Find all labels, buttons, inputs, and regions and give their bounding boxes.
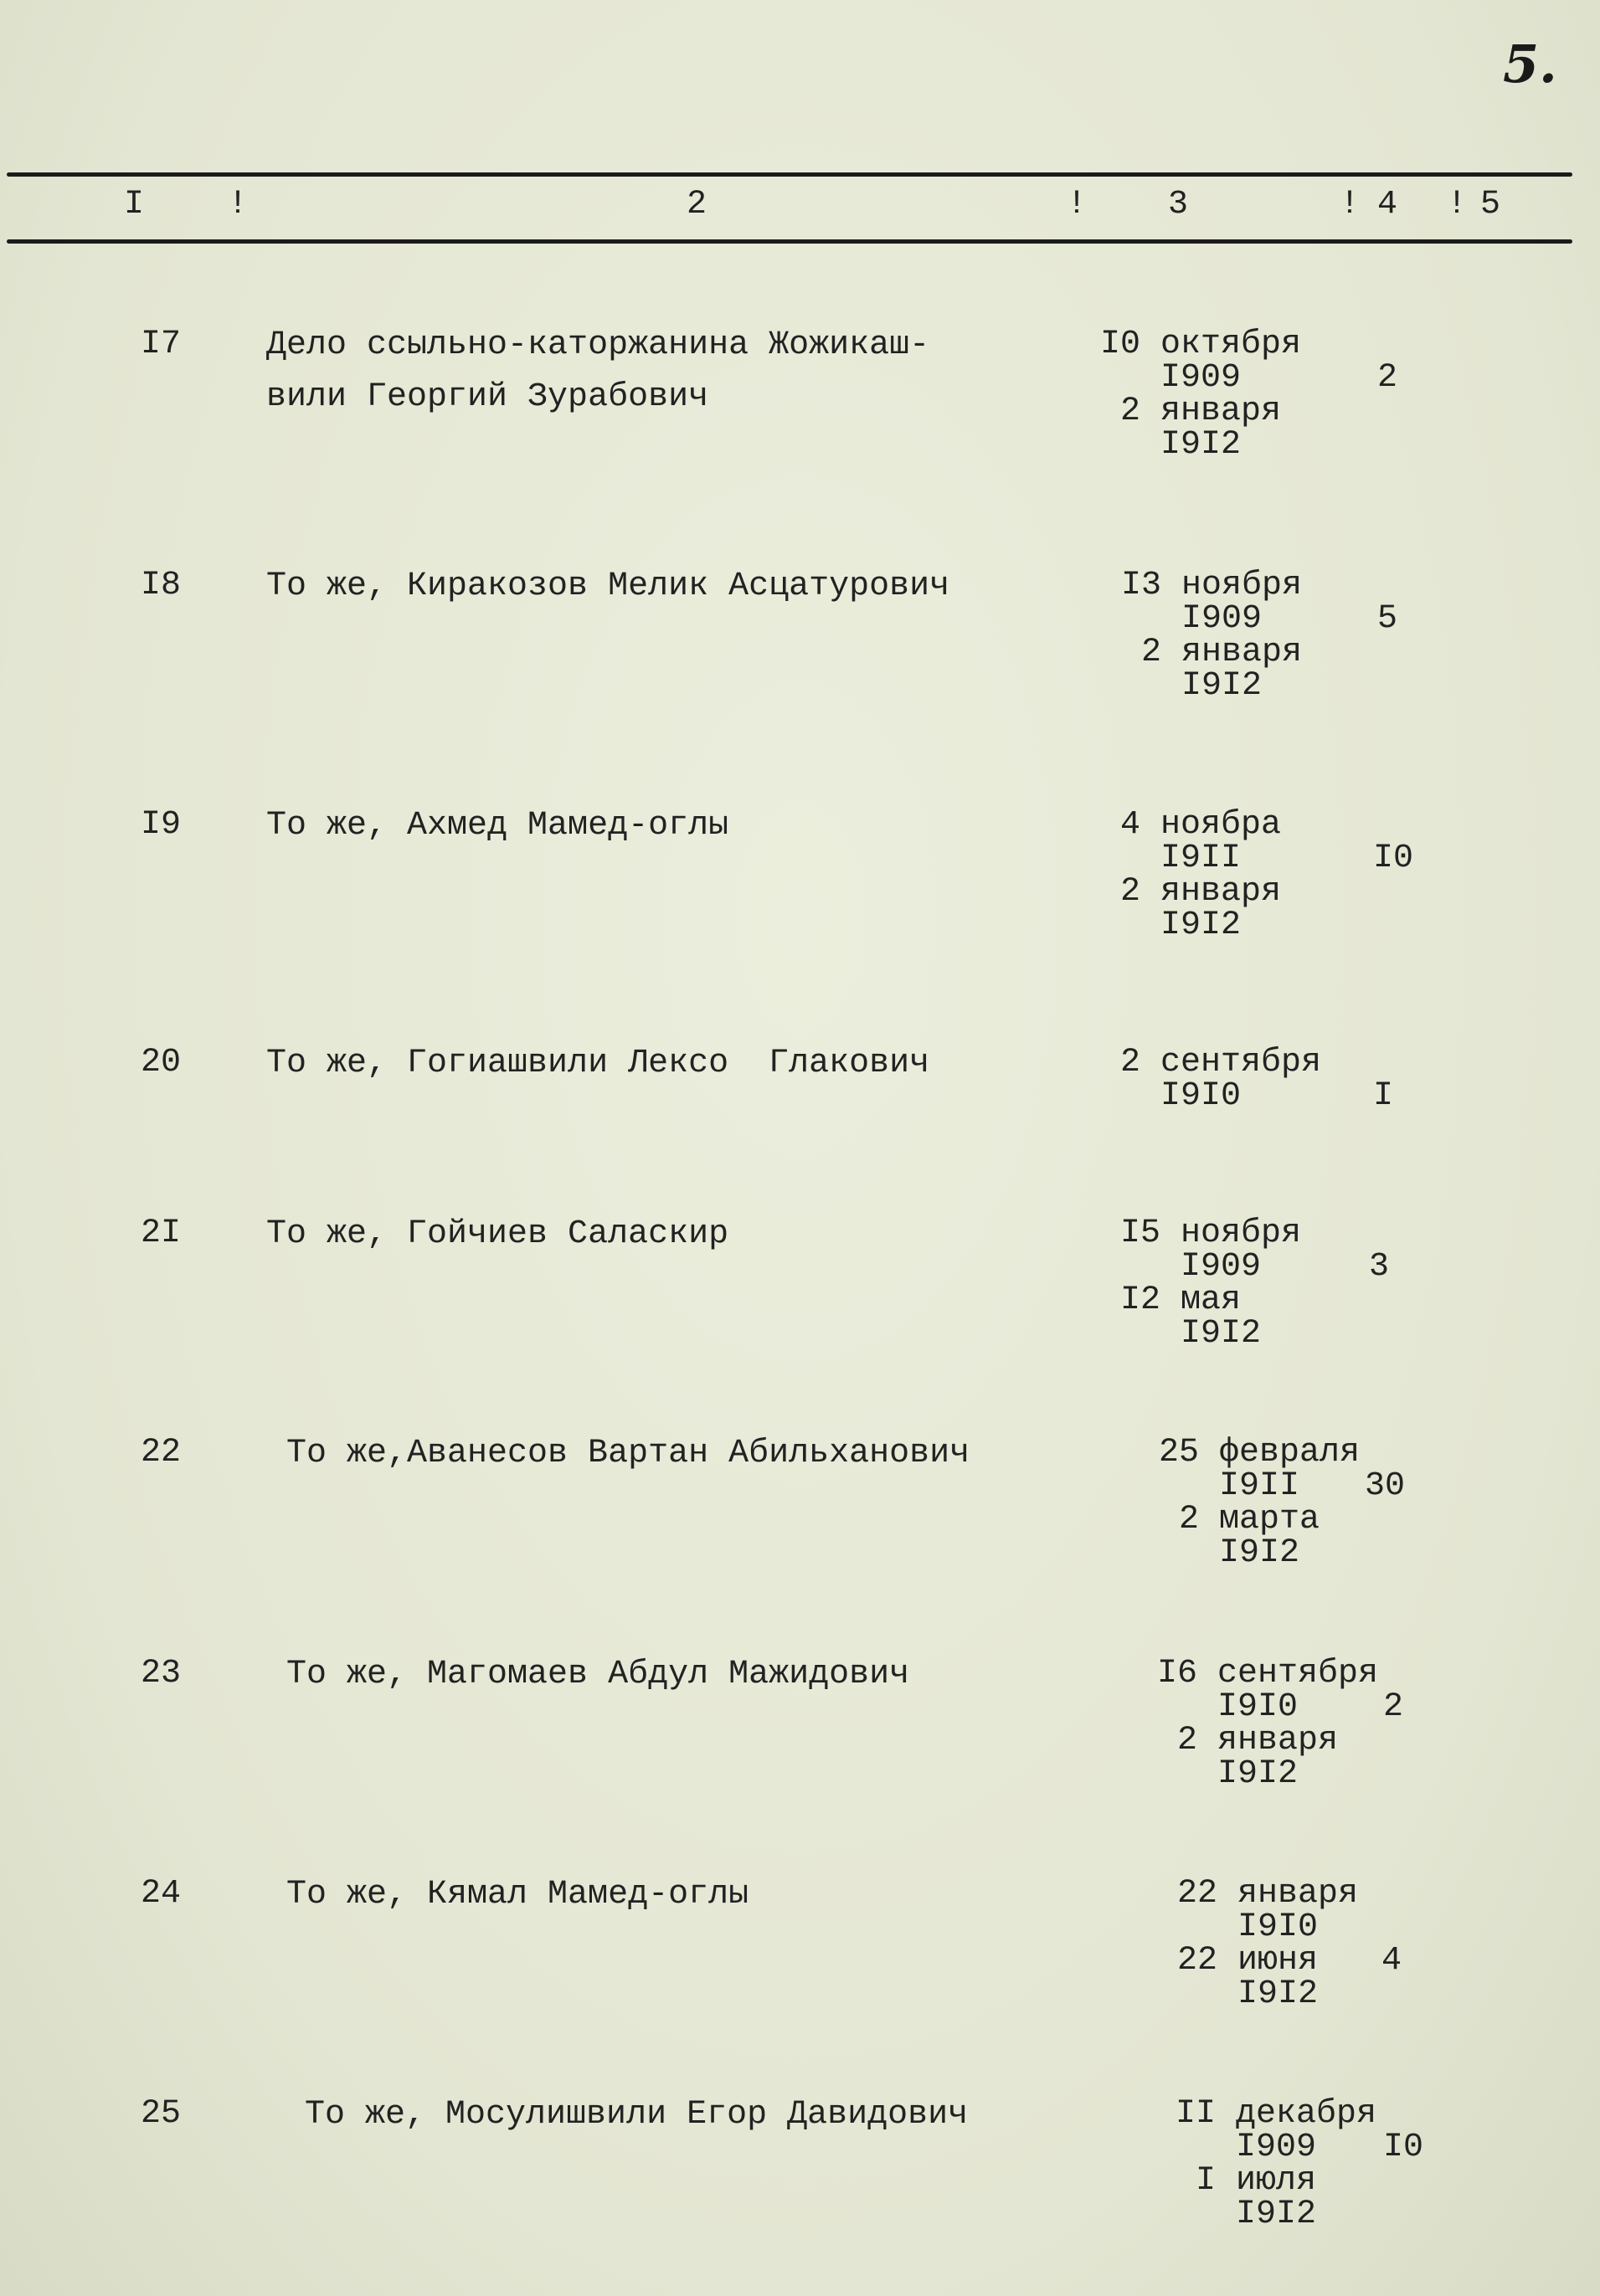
header-sep: !: [1447, 186, 1468, 223]
header-sep: !: [1340, 186, 1361, 223]
header-col5: 5: [1480, 186, 1501, 223]
row-dates: [1080, 806, 1282, 944]
date-day: 4: [1119, 806, 1140, 844]
row-dates: [1080, 328, 1301, 462]
date-month: ноября: [1181, 567, 1303, 604]
date-year: I909: [1236, 2129, 1317, 2166]
date-day: I2: [1119, 1282, 1160, 1319]
row-description: [266, 1038, 929, 1090]
row-dates: [1157, 1877, 1358, 2011]
date-year: I9I0: [1217, 1688, 1299, 1726]
description-line: То же, Магомаев Абдул Мажидович: [286, 1656, 910, 1693]
date-year: I9I0: [1237, 1908, 1319, 1946]
date-day: I3: [1120, 567, 1161, 604]
date-month: января: [1217, 1722, 1339, 1759]
date-day: 22: [1176, 1942, 1217, 1980]
description-line: То же, Гогиашвили Лексо Глакович: [266, 1045, 930, 1082]
date-month: февраля: [1219, 1434, 1361, 1472]
date-year: I9I2: [1160, 426, 1242, 464]
row-dates: [1101, 569, 1302, 703]
row-description: [286, 1428, 970, 1480]
date-day: I6: [1156, 1655, 1197, 1692]
sheet-count: 5: [1377, 600, 1398, 638]
header-top-rule: [7, 172, 1572, 177]
date-day: 25: [1158, 1434, 1199, 1472]
sheet-count: 4: [1381, 1942, 1402, 1980]
description-line: То же, Гойчиев Саласкир: [266, 1215, 729, 1253]
sheet-count: I: [1373, 1077, 1394, 1115]
row-description: [266, 800, 728, 852]
date-month: сентября: [1160, 1044, 1322, 1081]
row-number: 2I: [141, 1215, 182, 1252]
description-line: То же, Ахмед Мамед-оглы: [266, 807, 729, 845]
date-year: I9I2: [1219, 1534, 1300, 1572]
row-number: I9: [141, 806, 182, 844]
page-number: 5.: [1503, 33, 1557, 95]
date-day: 2: [1119, 873, 1140, 911]
header-bottom-rule: [7, 239, 1572, 244]
date-month: июля: [1236, 2162, 1317, 2200]
row-dates: [1139, 1436, 1360, 1570]
date-month: июня: [1237, 1942, 1319, 1980]
date-year: I9I2: [1217, 1755, 1299, 1793]
date-month: марта: [1219, 1501, 1320, 1538]
date-day: 2: [1119, 393, 1140, 430]
sheet-count: I0: [1383, 2129, 1424, 2166]
row-description: [266, 1209, 728, 1261]
header-sep: !: [1067, 186, 1088, 223]
row-description: [305, 2089, 968, 2141]
sheet-count: 2: [1377, 359, 1398, 397]
row-number: I7: [141, 326, 182, 363]
description-line: То же, Киракозов Мелик Асцатурович: [266, 568, 950, 605]
row-number: 23: [141, 1655, 182, 1692]
date-day: I0: [1099, 326, 1140, 363]
description-line: Дело ссыльно-каторжанина Жожикаш-: [266, 326, 930, 364]
date-month: сентября: [1217, 1655, 1379, 1692]
date-month: января: [1160, 393, 1282, 430]
date-day: 2: [1178, 1501, 1199, 1538]
header-col3: 3: [1168, 186, 1189, 223]
description-line: То же, Кямал Мамед-оглы: [286, 1876, 749, 1913]
row-dates: [1080, 1046, 1321, 1113]
date-day: 2: [1140, 634, 1161, 671]
row-number: 25: [141, 2095, 182, 2133]
date-year: I9II: [1160, 840, 1242, 877]
date-month: января: [1181, 634, 1303, 671]
date-year: I9II: [1219, 1467, 1300, 1505]
date-month: ноября: [1181, 1215, 1302, 1252]
date-day: I: [1195, 2162, 1216, 2200]
date-month: января: [1160, 873, 1282, 911]
date-day: 2: [1176, 1722, 1197, 1759]
header-col4: 4: [1377, 186, 1398, 223]
row-dates: [1137, 1657, 1378, 1791]
date-year: I9I0: [1160, 1077, 1242, 1115]
date-year: I9I2: [1181, 1315, 1262, 1353]
row-dates: [1155, 2095, 1377, 2233]
date-year: I9I2: [1160, 907, 1242, 944]
date-year: I9I2: [1237, 1975, 1319, 2013]
date-month: мая: [1181, 1282, 1242, 1319]
date-year: I909: [1160, 359, 1242, 397]
description-line: вили Георгий Зурабович: [266, 378, 709, 416]
row-description: [266, 320, 929, 424]
sheet-count: 3: [1369, 1248, 1390, 1286]
date-year: I9I2: [1236, 2196, 1317, 2233]
date-day: 2: [1119, 1044, 1140, 1081]
sheet-count: 30: [1365, 1467, 1406, 1505]
date-month: ноябра: [1160, 806, 1282, 844]
date-month: января: [1237, 1875, 1359, 1913]
date-day: 22: [1176, 1875, 1217, 1913]
date-month: октября: [1160, 326, 1302, 363]
header-sep: !: [228, 186, 249, 223]
row-description: [286, 1649, 909, 1701]
sheet-count: 2: [1383, 1688, 1404, 1726]
sheet-count: I0: [1373, 840, 1414, 877]
row-number: 24: [141, 1875, 182, 1913]
date-year: I909: [1181, 1248, 1262, 1286]
date-day: I5: [1119, 1215, 1160, 1252]
header-col2: 2: [687, 186, 707, 223]
date-year: I909: [1181, 600, 1263, 638]
row-dates: [1100, 1217, 1301, 1351]
description-line: То же, Мосулишвили Егор Давидович: [305, 2096, 969, 2134]
description-line: То же,Аванесов Вартан Абильханович: [286, 1435, 970, 1472]
header-col1: I: [124, 186, 145, 223]
date-day: II: [1175, 2095, 1216, 2133]
date-month: декабря: [1236, 2095, 1377, 2133]
row-number: 22: [141, 1434, 182, 1472]
date-year: I9I2: [1181, 667, 1263, 705]
row-description: [266, 561, 949, 613]
row-number: I8: [141, 567, 182, 604]
row-number: 20: [141, 1044, 182, 1081]
row-description: [286, 1869, 749, 1921]
